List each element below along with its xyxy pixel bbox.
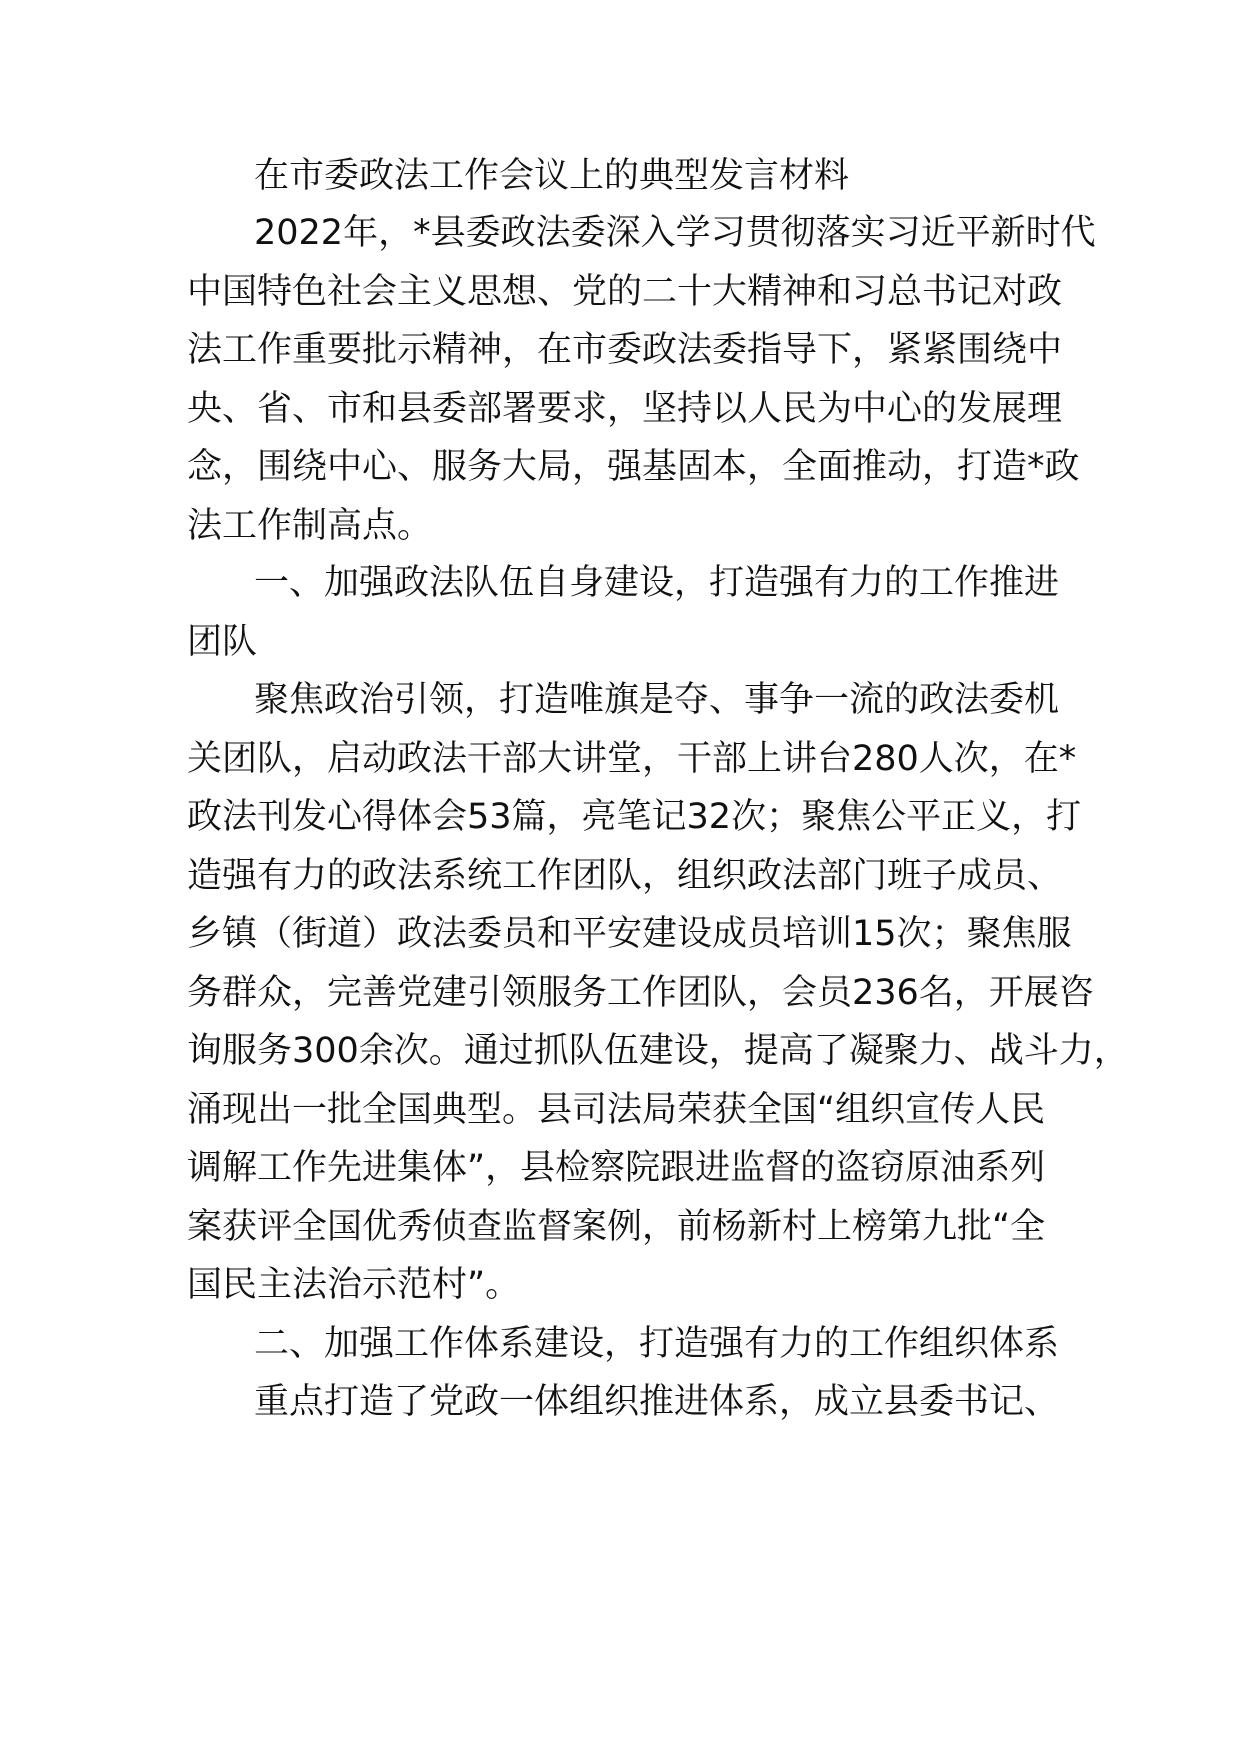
document-title: 在市委政法工作会议上的典型发言材料 (254, 156, 850, 196)
paragraph-line: 法工作制高点。 (187, 506, 433, 546)
paragraph-line: 询服务300余次。通过抓队伍建设，提高了凝聚力、战斗力， (187, 1031, 1129, 1071)
paragraph-line: 中国特色社会主义思想、党的二十大精神和习总书记对政 (187, 272, 1063, 312)
paragraph-line: 乡镇（街道）政法委员和平安建设成员培训15次；聚焦服 (187, 914, 1072, 954)
paragraph-line: 政法刊发心得体会53篇，亮笔记32次；聚焦公平正义，打 (187, 797, 1082, 837)
paragraph-line: 务群众，完善党建引领服务工作团队，会员236名，开展咨 (187, 973, 1094, 1013)
paragraph-line: 案获评全国优秀侦查监督案例，前杨新村上榜第九批“全 (187, 1207, 1046, 1247)
paragraph-line: 造强有力的政法系统工作团队，组织政法部门班子成员、 (187, 856, 1063, 896)
section-heading-1: 一、加强政法队伍自身建设，打造强有力的工作推进 (254, 563, 1060, 603)
paragraph-line: 聚焦政治引领，打造唯旗是夺、事争一流的政法委机 (254, 680, 1060, 720)
paragraph-line: 调解工作先进集体”，县检察院跟进监督的盗窃原油系列 (187, 1148, 1046, 1188)
paragraph-line: 国民主法治示范村”。 (187, 1265, 521, 1305)
section-heading-2: 二、加强工作体系建设，打造强有力的工作组织体系 (254, 1324, 1060, 1364)
section-heading-1-continued: 团队 (187, 622, 258, 662)
paragraph-line: 重点打造了党政一体组织推进体系，成立县委书记、 (254, 1382, 1060, 1422)
paragraph-line: 念，围绕中心、服务大局，强基固本，全面推动，打造*政 (187, 447, 1080, 487)
paragraph-line: 法工作重要批示精神，在市委政法委指导下，紧紧围绕中 (187, 330, 1063, 370)
paragraph-line: 央、省、市和县委部署要求，坚持以人民为中心的发展理 (187, 389, 1063, 429)
paragraph-line: 关团队，启动政法干部大讲堂，干部上讲台280人次，在* (187, 739, 1077, 779)
paragraph-line: 2022年，*县委政法委深入学习贯彻落实习近平新时代 (254, 213, 1096, 253)
paragraph-line: 涌现出一批全国典型。县司法局荣获全国“组织宣传人民 (187, 1090, 1046, 1130)
